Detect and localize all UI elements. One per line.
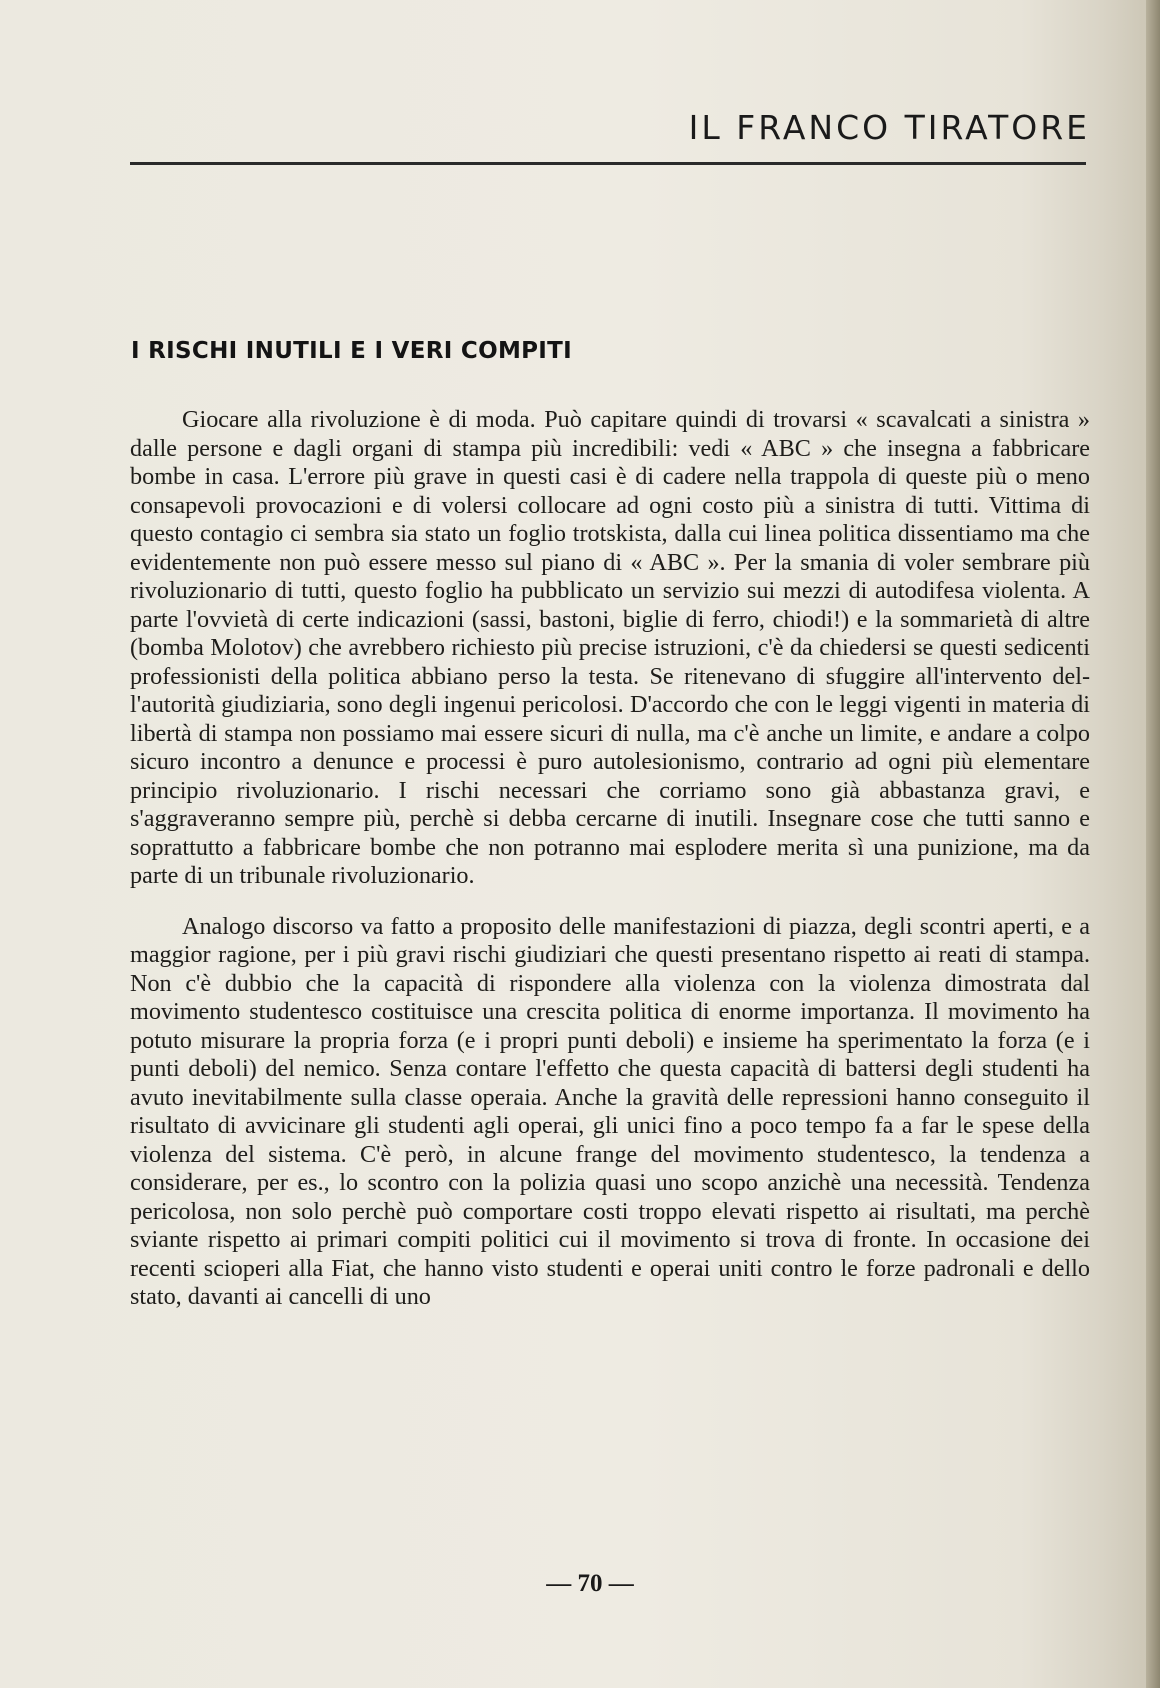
section-title: I RISCHI INUTILI E I VERI COMPITI (131, 338, 572, 364)
page-edge (1146, 0, 1160, 1688)
running-head: IL FRANCO TIRATORE (688, 108, 1090, 147)
paragraph: Analogo discorso va fatto a proposito delle manifestazioni di piazza, degli scontri aperti, e a maggior ragione, per i più gravi rischi giudiziari che questi presentano rispetto ai reati di stampa. Non c'è dubbio che la capacità di rispondere alla violenza con la violenza dimostrata dal movimento studentesco costituisce una crescita politica di enorme importanza. Il movimento ha potuto misurare la propria forza (e i propri punti deboli) e insieme ha sperimentato la forza (e i punti deboli) del nemico. Senza contare l'effetto che questa capacità di battersi degli studenti ha avuto inevitabilmente sulla classe operaia. Anche la gravità delle repressioni hanno conseguito il risultato di avvicinare gli studenti agli operai, gli unici fino a poco tempo fa a far le spese della violenza del sistema. C'è però, in alcune frange del movimento studentesco, la tendenza a considerare, per es., lo scontro con la polizia quasi uno scopo anzichè una necessità. Tendenza pericolosa, non solo perchè può comportare costi troppo elevati rispetto ai risultati, ma perchè sviante rispetto ai primari compiti politici cui il movimento si trova di fronte. In occasione dei recenti scioperi alla Fiat, che hanno visto studenti e operai uniti contro le forze padronali e dello stato, davanti ai cancelli di uno (130, 912, 1090, 1310)
article-body (130, 406, 1090, 1312)
header-rule (130, 162, 1086, 165)
page-number: — 70 — (546, 1570, 634, 1597)
paragraph: Giocare alla rivoluzione è di moda. Può capitare quindi di trovarsi « scavalcati a sinistra » dalle persone e dagli organi di stampa più incredibili: vedi « ABC » che insegna a fabbricare bombe in casa. L'errore più grave in questi casi è di cadere nella trappola di queste più o meno consapevoli provocazioni e di volersi collocare ad ogni costo più a sinistra di tutti. Vittima di questo contagio ci sembra sia stato un foglio trotskista, dalla cui linea politica dissentiamo ma che evidentemente non può essere messo sul piano di « ABC ». Per la smania di voler sembrare più rivoluzionario di tutti, questo foglio ha pubblicato un servizio sui mezzi di autodifesa violenta. A parte l'ovvietà di certe indicazioni (sassi, bastoni, biglie di ferro, chiodi!) e la sommarietà di altre (bomba Molotov) che avrebbero richiesto più precise istruzioni, c'è da chiedersi se questi sedicenti professionisti della politica abbiano perso la testa. Se ritenevano di sfuggire all'intervento dell'autorità giudiziaria, sono degli ingenui pericolosi. D'accordo che con le leggi vigenti in materia di libertà di stampa non possiamo mai essere sicuri di nulla, ma c'è anche un limite, e andare a colpo sicuro incontro a denunce e processi è puro autolesionismo, contrario ad ogni più elementare principio rivoluzionario. I rischi necessari che corriamo sono già abbastanza gravi, e s'aggraveranno sempre più, perchè si debba cercarne di inutili. Insegnare cose che tutti sanno e soprattutto a fabbricare bombe che non potranno mai esplodere merita sì una punizione, ma da parte di un tribunale rivoluzionario. (130, 406, 1090, 889)
